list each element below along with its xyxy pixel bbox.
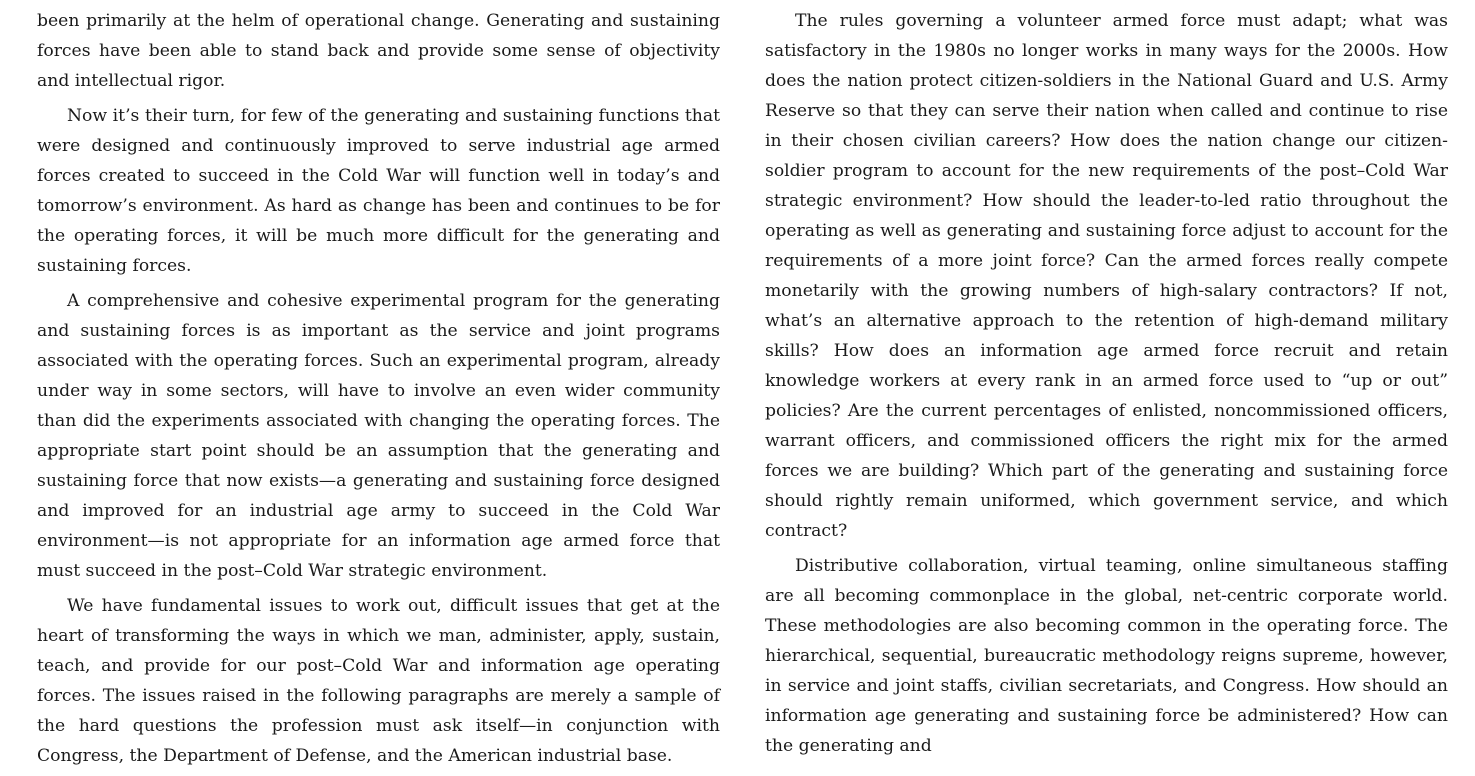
paragraph: The rules governing a volunteer armed force must adapt; what was satisfactory in the 1980s no longer works in many ways for the 2000s. How does the nation protect citizen-soldiers in the National Guard and U.S. Army Reserve so that they can serve their nation when called and continue to rise in their chosen civilian careers? How does the nation change our citizen-soldier program to account for the new requirements of the post–Cold War strategic environment? How should the leader-to-led ratio throughout the operating as well as generating and sustaining force adjust to account for the requirements of a more joint force? Can the armed forces really compete monetarily with the growing numbers of high-salary contractors? If not, what’s an alternative approach to the retention of high-demand military skills? How does an information age armed force recruit and retain knowledge workers at every rank in an armed force used to “up or out” policies? Are the current percentages of enlisted, noncommissioned officers, warrant officers, and commissioned officers the right mix for the armed forces we are building? Which part of the generating and sustaining force should rightly remain uniformed, which government service, and which contract? <box>765 11 1448 541</box>
paragraph: been primarily at the helm of operational change. Generating and sustaining forces have been able to stand back and provide some sense of objectivity and intellectual rigor. <box>37 11 720 91</box>
paragraph: A comprehensive and cohesive experimental program for the generating and sustaining forces is as important as the service and joint programs associated with the operating forces. Such an experimental program, already under way in some sectors, will have to involve an even wider community than did the experiments associated with changing the operating forces. The appropriate start point should be an assumption that the generating and sustaining force that now exists—a generating and sustaining force designed and improved for an industrial age army to succeed in the Cold War environment—is not appropriate for an information age armed force that must succeed in the post–Cold War strategic environment. <box>37 291 720 581</box>
paragraph: We have fundamental issues to work out, difficult issues that get at the heart of transforming the ways in which we man, administer, apply, sustain, teach, and provide for our post–Cold War and information age operating forces. The issues raised in the following paragraphs are merely a sample of the hard questions the profession must ask itself—in conjunction with Congress, the Department of Defense, and the American industrial base. <box>37 596 720 766</box>
left-column <box>37 6 720 776</box>
paragraph: Distributive collaboration, virtual teaming, online simultaneous staffing are all becoming commonplace in the global, net-centric corporate world. These methodologies are also becoming common in the operating force. The hierarchical, sequential, bureaucratic methodology reigns supreme, however, in service and joint staffs, civilian secretariats, and Congress. How should an information age generating and sustaining force be administered? How can the generating and <box>765 556 1448 756</box>
paragraph: Now it’s their turn, for few of the generating and sustaining functions that were designed and continuously improved to serve industrial age armed forces created to succeed in the Cold War will function well in today’s and tomorrow’s environment. As hard as change has been and continues to be for the operating forces, it will be much more difficult for the generating and sustaining forces. <box>37 106 720 276</box>
right-column <box>765 6 1448 766</box>
